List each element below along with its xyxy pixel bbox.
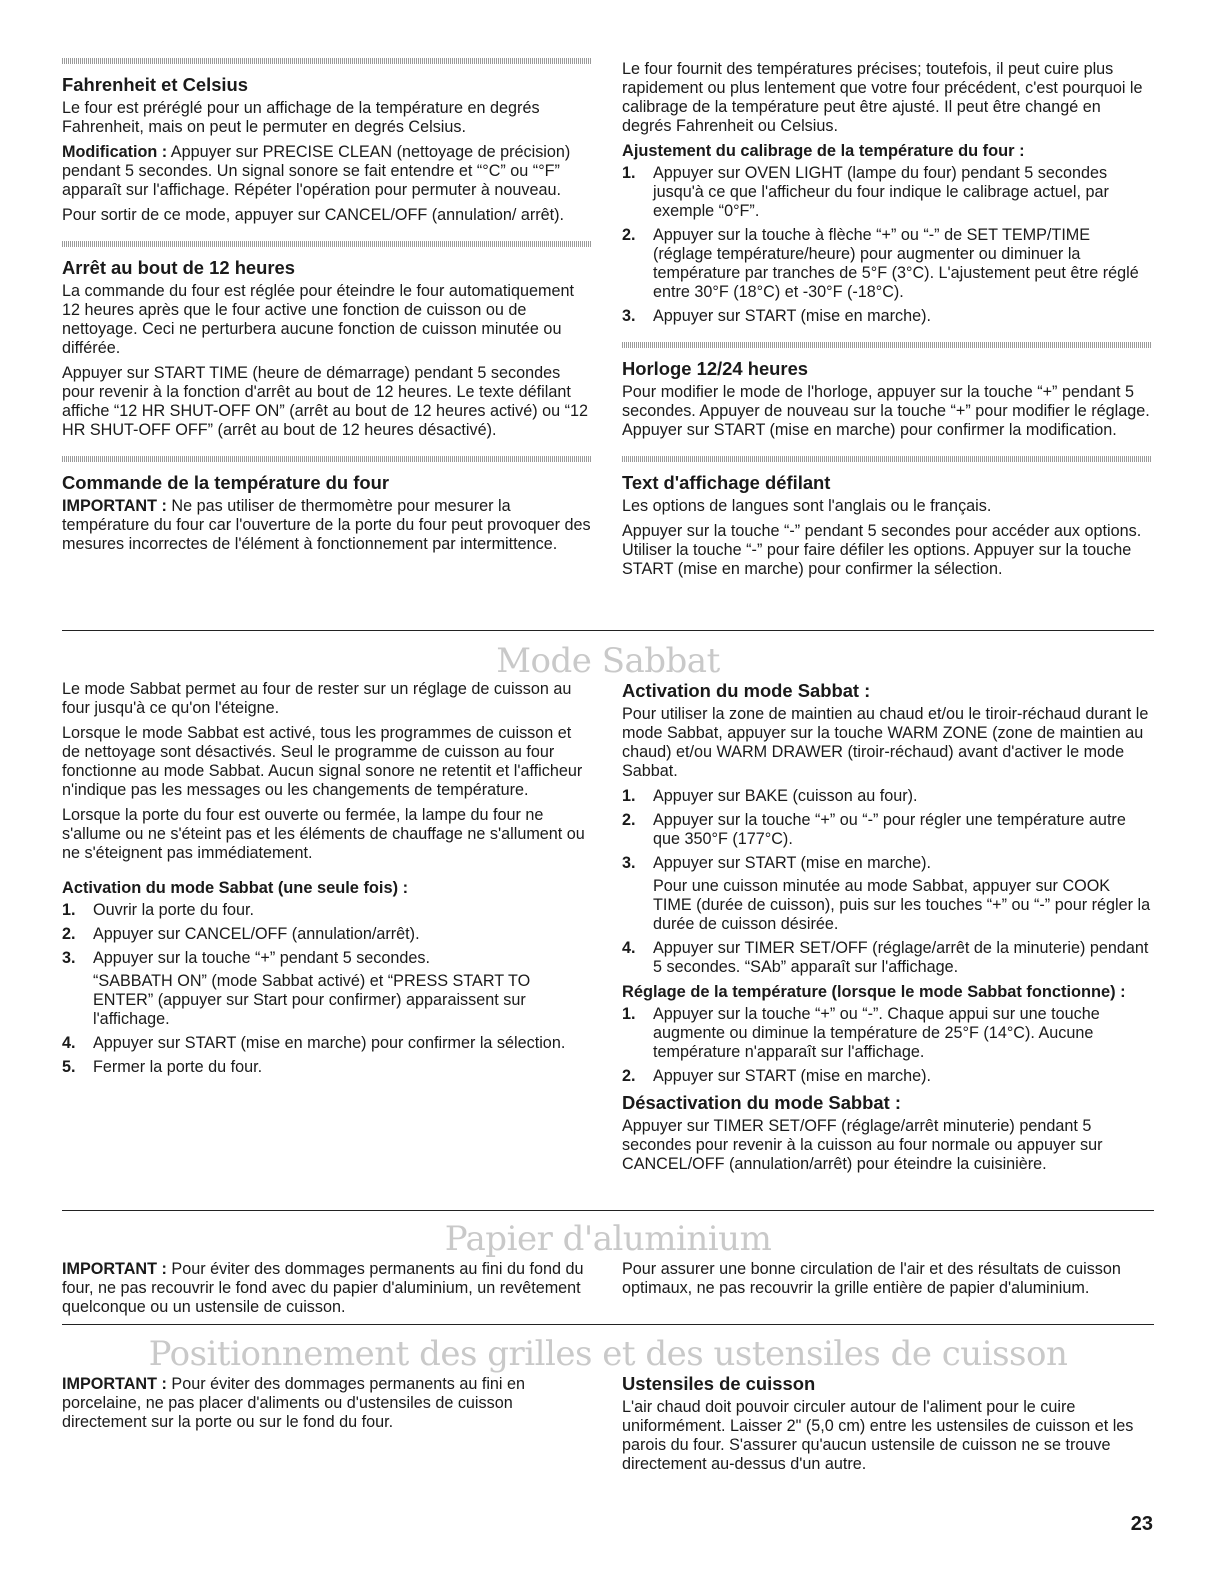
list-item	[62, 1034, 592, 1053]
section-divider	[622, 456, 1152, 462]
step-number: 3.	[622, 854, 636, 872]
step-number: 5.	[62, 1058, 76, 1076]
paragraph-text: Pour éviter des dommages permanents au fini en porcelaine, ne pas placer d'aliments ou d'ustensiles de cuisson directement sur la porte ou sur le fond du four.	[62, 1375, 526, 1431]
list-item	[622, 939, 1152, 977]
step-text: Appuyer sur CANCEL/OFF (annulation/arrêt).	[93, 925, 420, 943]
step-text: Appuyer sur OVEN LIGHT (lampe du four) pendant 5 secondes jusqu'à ce que l'afficheur du four indique le calibrage actuel, par exemple “0°F”.	[653, 164, 1109, 220]
list-item	[622, 226, 1152, 302]
list-item	[622, 787, 1152, 806]
paragraph: Appuyer sur la touche “-” pendant 5 secondes pour accéder aux options. Utiliser la touche “-” pour faire défiler les options. Appuyer sur la touche START (mise en marche) pour confirmer la sélection.	[622, 522, 1142, 578]
step-text: Appuyer sur START (mise en marche) pour confirmer la sélection.	[93, 1034, 566, 1052]
step-text: Appuyer sur la touche “+” pendant 5 secondes.	[93, 949, 431, 967]
heading-cookware: Ustensiles de cuisson	[622, 1373, 816, 1394]
step-number: 1.	[622, 1005, 636, 1023]
sabbath-once-steps	[62, 901, 592, 1077]
step-number: 1.	[622, 787, 636, 805]
lead-label: IMPORTANT :	[62, 1375, 167, 1393]
step-number: 2.	[622, 226, 636, 244]
step-text: Appuyer sur BAKE (cuisson au four).	[653, 787, 918, 805]
sabbath-activation-steps	[622, 787, 1152, 977]
section-rule	[62, 1210, 1154, 1211]
paragraph: Lorsque le mode Sabbat est activé, tous les programmes de cuisson et de nettoyage sont désactivés. Seul le programme de cuisson au four fonctionne au mode Sabbat. Aucun signal sonore ne retentit et l'afficheur n'indique pas les messages ou les changements de température.	[62, 724, 583, 799]
paragraph: Le mode Sabbat permet au four de rester sur un réglage de cuisson au four jusqu'à ce qu'on l'éteigne.	[62, 680, 572, 717]
step-text: Appuyer sur START (mise en marche).	[653, 854, 931, 872]
top-right-column	[622, 60, 1152, 585]
top-left-column	[62, 58, 592, 560]
list-item	[622, 164, 1152, 221]
paragraph: Pour assurer une bonne circulation de l'air et des résultats de cuisson optimaux, ne pas recouvrir la grille entière de papier d'aluminium.	[622, 1260, 1121, 1297]
paragraph: Pour modifier le mode de l'horloge, appuyer sur la touche “+” pendant 5 secondes. Appuyer de nouveau sur la touche “+” pour modifier le réglage. Appuyer sur START (mise en marche) pour confirmer la modification.	[622, 383, 1150, 439]
paragraph: L'air chaud doit pouvoir circuler autour de l'aliment pour le cuire uniformément. Laisser 2" (5,0 cm) entre les ustensiles de cuisson et les parois du four. S'assurer qu'aucun ustensile de cuisson ne se trouve directement au-dessus d'un autre.	[622, 1398, 1134, 1473]
step-subtext: “SABBATH ON” (mode Sabbat activé) et “PRESS START TO ENTER” (appuyer sur Start pour confirmer) apparaissent sur l'affichage.	[93, 972, 531, 1028]
paragraph	[62, 1375, 592, 1432]
step-number: 1.	[622, 164, 636, 182]
subheading-sabbath-once: Activation du mode Sabbat (une seule fois) :	[62, 879, 409, 897]
step-number: 1.	[62, 901, 76, 919]
foil-right-column	[622, 1260, 1152, 1304]
section-title-sabbath: Mode Sabbat	[496, 641, 720, 681]
paragraph: Pour utiliser la zone de maintien au chaud et/ou le tiroir-réchaud durant le mode Sabbat, appuyer sur la touche WARM ZONE (zone de maintien au chaud) et/ou WARM DRAWER (tiroir-réchaud) avant d'activer le mode Sabbat.	[622, 705, 1149, 780]
section-divider	[62, 58, 592, 64]
list-item	[62, 1058, 592, 1077]
paragraph-text: Appuyer sur PRECISE CLEAN (nettoyage de précision) pendant 5 secondes. Un signal sonore se fait entendre et “°C” ou “°F” apparaît sur l'affichage. Répéter l'opération pour permuter à nouveau.	[62, 143, 571, 199]
paragraph: Appuyer sur START TIME (heure de démarrage) pendant 5 secondes pour revenir à la fonction d'arrêt au bout de 12 heures. Le texte défilant affiche “12 HR SHUT-OFF ON” (arrêt au bout de 12 heures activé) ou “12 HR SHUT-OFF OFF” (arrêt au bout de 12 heures désactivé).	[62, 364, 589, 439]
step-number: 4.	[62, 1034, 76, 1052]
paragraph: Les options de langues sont l'anglais ou le français.	[622, 497, 992, 515]
paragraph: La commande du four est réglée pour éteindre le four automatiquement 12 heures après que le four active une fonction de cuisson ou de nettoyage. Ceci ne perturbera aucune fonction de cuisson minutée ou différée.	[62, 282, 575, 357]
section-divider	[62, 241, 592, 247]
sabbath-left-column	[62, 680, 592, 1083]
heading-12h-shutoff: Arrêt au bout de 12 heures	[62, 257, 296, 278]
paragraph-text: Ne pas utiliser de thermomètre pour mesurer la température du four car l'ouverture de la porte du four peut provoquer des mesures incorrectes de l'élément à fonctionnement par intermittence.	[62, 497, 591, 553]
heading-temperature-control: Commande de la température du four	[62, 472, 389, 493]
section-title-racks: Positionnement des grilles et des ustensiles de cuisson	[148, 1334, 1068, 1374]
heading-sabbath-deactivation: Désactivation du mode Sabbat :	[622, 1092, 901, 1113]
section-divider	[622, 342, 1152, 348]
paragraph: Pour sortir de ce mode, appuyer sur CANCEL/OFF (annulation/ arrêt).	[62, 206, 565, 224]
sabbath-adjust-steps	[622, 1005, 1152, 1086]
list-item	[622, 1005, 1152, 1062]
section-title-foil: Papier d'aluminium	[444, 1219, 772, 1259]
list-item	[62, 949, 592, 1029]
step-text: Appuyer sur la touche “+” ou “-” pour régler une température autre que 350°F (177°C).	[653, 811, 1126, 848]
lead-label: Modification :	[62, 143, 168, 161]
list-item	[622, 854, 1152, 934]
step-text: Ouvrir la porte du four.	[93, 901, 255, 919]
paragraph: Lorsque la porte du four est ouverte ou fermée, la lampe du four ne s'allume ou ne s'éteint pas et les éléments de chauffage ne s'allument ou ne s'éteignent pas immédiatement.	[62, 806, 585, 862]
step-number: 3.	[622, 307, 636, 325]
list-item	[622, 307, 1152, 326]
paragraph	[62, 143, 592, 200]
foil-left-column	[62, 1260, 592, 1323]
list-item	[62, 925, 592, 944]
subheading-sabbath-adjust: Réglage de la température (lorsque le mode Sabbat fonctionne) :	[622, 983, 1126, 1001]
page-number: 23	[1130, 1513, 1153, 1535]
calibration-steps	[622, 164, 1152, 326]
step-text: Appuyer sur la touche “+” ou “-”. Chaque appui sur une touche augmente ou diminue la température de 25°F (14°C). Aucune température n'apparaît sur l'affichage.	[653, 1005, 1100, 1061]
heading-fahrenheit-celsius: Fahrenheit et Celsius	[62, 74, 248, 95]
paragraph: Le four est préréglé pour un affichage de la température en degrés Fahrenheit, mais on peut le permuter en degrés Celsius.	[62, 99, 540, 136]
racks-left-column	[62, 1375, 592, 1438]
step-text: Fermer la porte du four.	[93, 1058, 263, 1076]
section-rule	[62, 1324, 1154, 1325]
sabbath-right-column	[622, 680, 1152, 1180]
step-number: 2.	[622, 1067, 636, 1085]
section-rule	[62, 630, 1154, 631]
step-number: 4.	[622, 939, 636, 957]
lead-label: IMPORTANT :	[62, 1260, 167, 1278]
heading-sabbath-activation: Activation du mode Sabbat :	[622, 680, 871, 701]
paragraph-text: Pour éviter des dommages permanents au fini du fond du four, ne pas recouvrir le fond avec du papier d'aluminium, un revêtement quelconque ou un ustensile de cuisson.	[62, 1260, 584, 1316]
step-number: 3.	[62, 949, 76, 967]
step-subtext: Pour une cuisson minutée au mode Sabbat, appuyer sur COOK TIME (durée de cuisson), puis sur les touches “+” ou “-” pour régler la durée de cuisson désirée.	[653, 877, 1151, 933]
step-text: Appuyer sur TIMER SET/OFF (réglage/arrêt de la minuterie) pendant 5 secondes. “SAb” apparaît sur l'affichage.	[653, 939, 1149, 976]
lead-label: IMPORTANT :	[62, 497, 167, 515]
paragraph	[62, 497, 592, 554]
list-item	[62, 901, 592, 920]
step-text: Appuyer sur la touche à flèche “+” ou “-” de SET TEMP/TIME (réglage température/heure) pour augmenter ou diminuer la température par tranches de 5°F (3°C). L'ajustement peut être réglé entre 30°F (18°C) et -30°F (-18°C).	[653, 226, 1139, 301]
heading-clock: Horloge 12/24 heures	[622, 358, 809, 379]
step-text: Appuyer sur START (mise en marche).	[653, 307, 931, 325]
subheading-calibration: Ajustement du calibrage de la température du four :	[622, 142, 1025, 160]
heading-scroll-text: Text d'affichage défilant	[622, 472, 831, 493]
list-item	[622, 1067, 1152, 1086]
step-number: 2.	[622, 811, 636, 829]
section-divider	[62, 456, 592, 462]
paragraph: Le four fournit des températures précises; toutefois, il peut cuire plus rapidement ou plus lentement que votre four précédent, c'est pourquoi le calibrage de la température peut être ajusté. Il peut être changé en degrés Fahrenheit ou Celsius.	[622, 60, 1143, 135]
list-item	[622, 811, 1152, 849]
racks-right-column	[622, 1373, 1152, 1480]
paragraph	[62, 1260, 592, 1317]
step-number: 2.	[62, 925, 76, 943]
step-text: Appuyer sur START (mise en marche).	[653, 1067, 931, 1085]
paragraph: Appuyer sur TIMER SET/OFF (réglage/arrêt minuterie) pendant 5 secondes pour revenir à la cuisson au four normale ou appuyer sur CANCEL/OFF (annulation/arrêt) pour éteindre la cuisinière.	[622, 1117, 1103, 1173]
